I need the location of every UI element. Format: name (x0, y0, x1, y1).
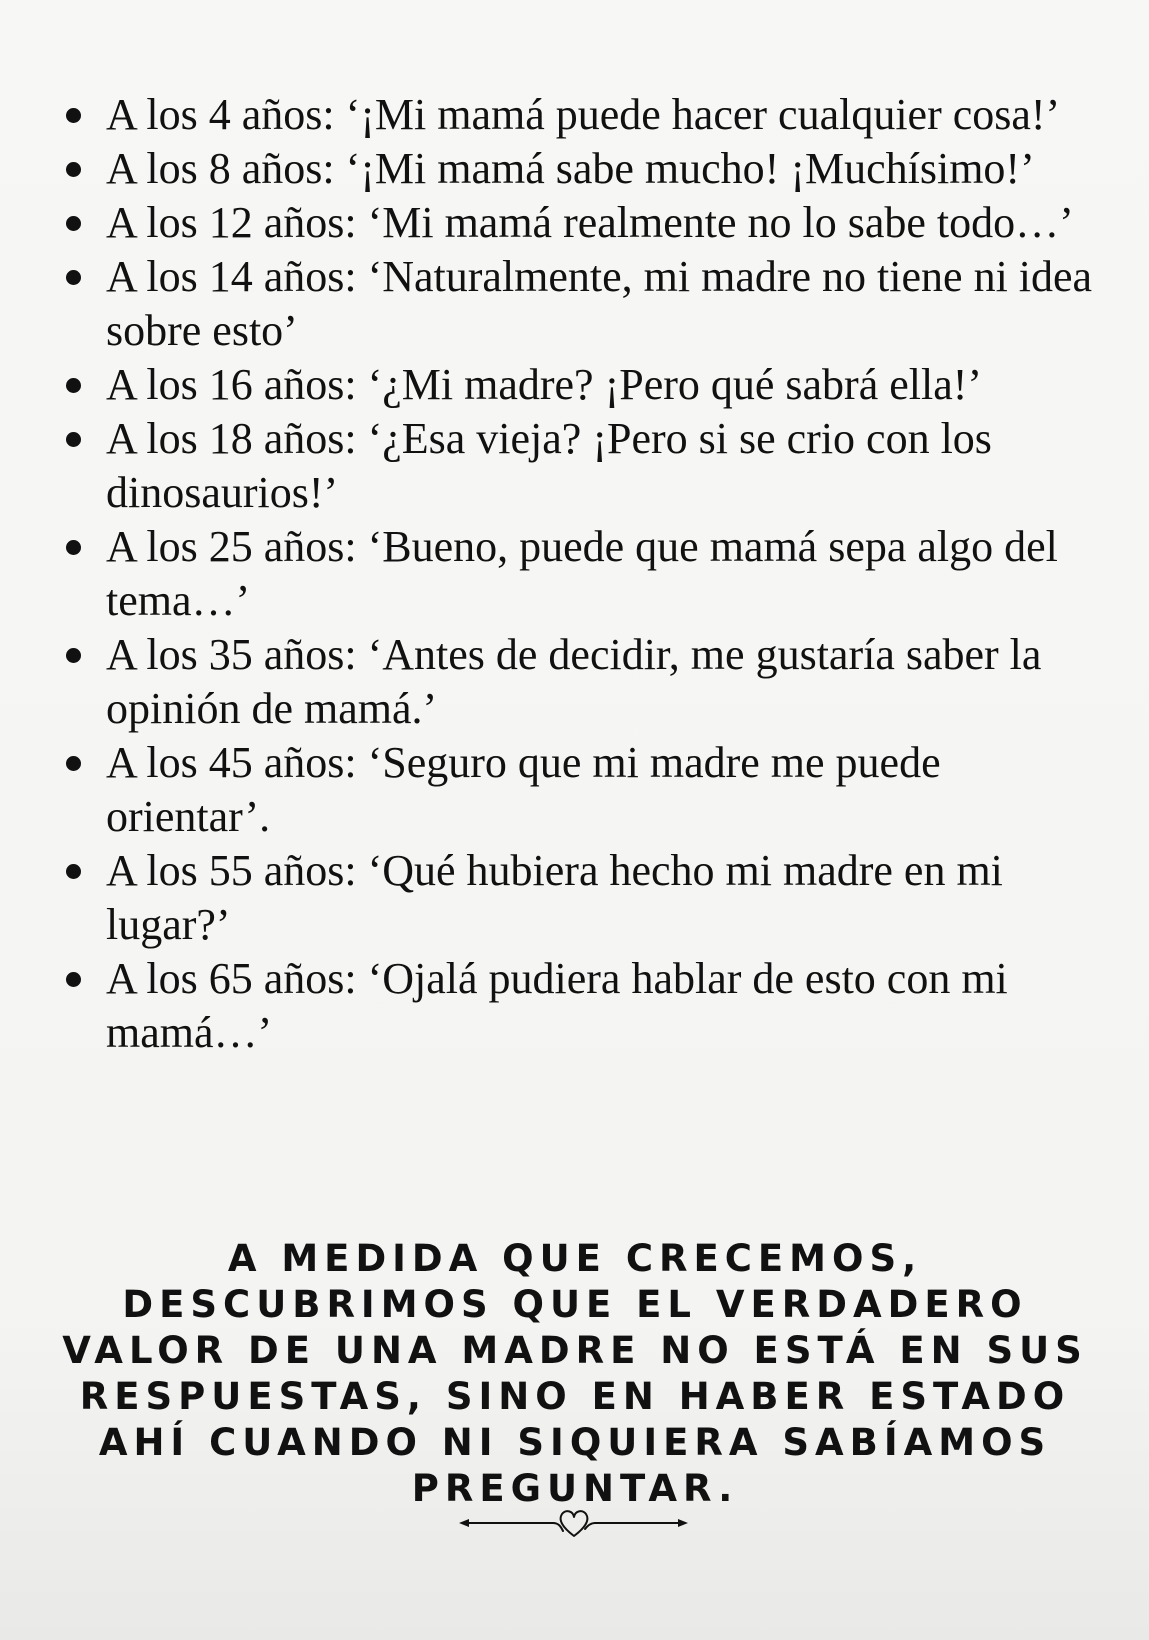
list-item (55, 250, 1115, 358)
quote-text: ‘Seguro que mi madre me puede orientar’. (106, 738, 941, 841)
age-label: A los 8 años: (106, 144, 335, 193)
bullet-icon (66, 162, 81, 177)
list-item (55, 88, 1115, 142)
quote-text: ‘Bueno, puede que mamá sepa algo del tema…’ (106, 522, 1058, 625)
bullet-icon (66, 216, 81, 231)
list-item (55, 736, 1115, 844)
age-label: A los 25 años: (106, 522, 357, 571)
list-item (55, 196, 1115, 250)
list-item (55, 520, 1115, 628)
quote-text: ‘Naturalmente, mi madre no tiene ni idea sobre esto’ (106, 252, 1093, 355)
quote-text: ‘Qué hubiera hecho mi madre en mi lugar?’ (106, 846, 1003, 949)
list-item (55, 952, 1115, 1060)
bullet-icon (66, 972, 81, 987)
quote-text: ‘¡Mi mamá sabe mucho! ¡Muchísimo!’ (345, 144, 1035, 193)
bullet-icon (66, 648, 81, 663)
age-label: A los 4 años: (106, 90, 335, 139)
quote-text: ‘¡Mi mamá puede hacer cualquier cosa!’ (345, 90, 1061, 139)
quote-text: ‘¿Mi madre? ¡Pero qué sabrá ella!’ (367, 360, 983, 409)
age-label: A los 12 años: (106, 198, 357, 247)
age-quote-list (55, 88, 1115, 1060)
bullet-icon (66, 378, 81, 393)
bullet-icon (66, 108, 81, 123)
age-label: A los 18 años: (106, 414, 357, 463)
quote-text: ‘Ojalá pudiera hablar de esto con mi mamá…’ (106, 954, 1008, 1057)
age-label: A los 65 años: (106, 954, 357, 1003)
list-item (55, 358, 1115, 412)
age-label: A los 14 años: (106, 252, 357, 301)
quote-text: ‘Mi mamá realmente no lo sabe todo…’ (367, 198, 1074, 247)
bullet-icon (66, 432, 81, 447)
age-label: A los 45 años: (106, 738, 357, 787)
bullet-icon (66, 864, 81, 879)
heart-arrow-icon (457, 1505, 690, 1541)
list-item (55, 412, 1115, 520)
quote-text: ‘Antes de decidir, me gustaría saber la opinión de mamá.’ (106, 630, 1042, 733)
list-item (55, 142, 1115, 196)
list-item (55, 628, 1115, 736)
conclusion-text: A MEDIDA QUE CRECEMOS, DESCUBRIMOS QUE EL VERDADERO VALOR DE UNA MADRE NO ESTÁ EN SUS RESPUESTAS, SINO EN HABER ESTADO AHÍ CUANDO NI SIQUIERA SABÍAMOS PREGUNTAR. (62, 1237, 1088, 1510)
age-label: A los 35 años: (106, 630, 357, 679)
bullet-icon (66, 270, 81, 285)
age-label: A los 55 años: (106, 846, 357, 895)
bullet-icon (66, 756, 81, 771)
list-item (55, 844, 1115, 952)
quote-text: ‘¿Esa vieja? ¡Pero si se crio con los dinosaurios!’ (106, 414, 992, 517)
bullet-icon (66, 540, 81, 555)
age-label: A los 16 años: (106, 360, 357, 409)
